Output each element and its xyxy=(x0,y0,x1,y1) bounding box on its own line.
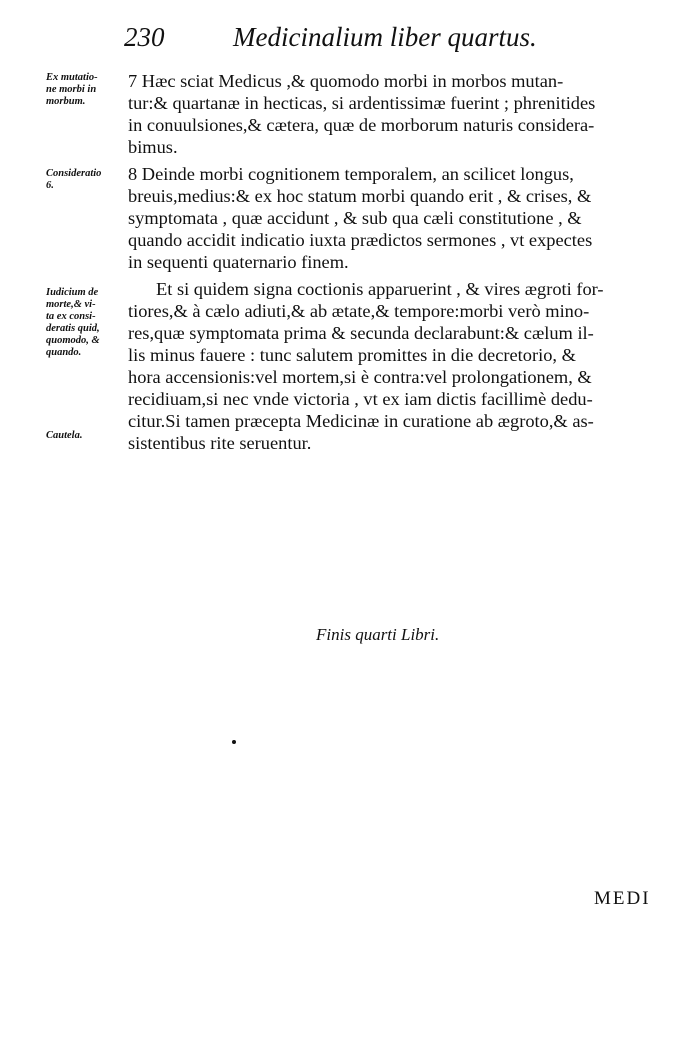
text-line: citur.Si tamen præcepta Medicinæ in curatione ab ægroto,& as- xyxy=(128,411,594,431)
text-line: 7 Hæc sciat Medicus ,& quomodo morbi in morbos mutan- xyxy=(128,71,564,91)
margin-note-cautela xyxy=(46,430,126,442)
running-head: Medicinalium liber quartus. xyxy=(233,22,537,52)
text-line: breuis,medius:& ex hoc statum morbi quando erit , & crises, & xyxy=(128,186,592,206)
margin-note-line: morbum. xyxy=(46,96,86,107)
text-line: recidiuam,si nec vnde victoria , vt ex iam dictis facillimè dedu- xyxy=(128,389,593,409)
margin-note-line: Ex mutatio- xyxy=(46,72,98,83)
catchword: MEDI xyxy=(594,888,651,909)
paragraph-iudicium xyxy=(128,278,673,300)
text-line: symptomata , quæ accidunt , & sub qua cæli constitutione , & xyxy=(128,208,582,228)
margin-note-consideratio xyxy=(46,168,126,192)
text-line: hora accensionis:vel mortem,si è contra:vel prolongationem, & xyxy=(128,367,592,387)
text-line: tiores,& à cælo adiuti,& ab ætate,& tempore:morbi verò mino- xyxy=(128,301,590,321)
margin-note-line: quomodo, & xyxy=(46,335,100,346)
margin-note-iudicium xyxy=(46,287,126,359)
margin-note-line: 6. xyxy=(46,180,54,191)
paragraph-7 xyxy=(128,70,673,158)
page-number: 230 xyxy=(124,22,165,52)
text-line: bimus. xyxy=(128,137,178,157)
text-line: sistentibus rite seruentur. xyxy=(128,433,312,453)
margin-note-line: Consideratio xyxy=(46,168,102,179)
text-line: res,quæ symptomata prima & secunda declarabunt:& cælum il- xyxy=(128,323,594,343)
text-line: quando accidit indicatio iuxta prædictos sermones , vt expectes xyxy=(128,230,593,250)
ink-dot xyxy=(232,740,236,744)
text-line: tur:& quartanæ in hecticas, si ardentissimæ fuerint ; phrenitides xyxy=(128,93,596,113)
paragraph-iudicium-continued xyxy=(128,300,673,454)
margin-note-line: Iudicium de xyxy=(46,287,99,298)
margin-note-ex-mutatione xyxy=(46,72,126,108)
text-line: Et si quidem signa coctionis apparuerint , & vires ægroti for- xyxy=(156,279,604,299)
text-line: in sequenti quaternario finem. xyxy=(128,252,349,272)
margin-note-line: quando. xyxy=(46,347,82,358)
text-line: in conuulsiones,& cætera, quæ de morborum naturis considera- xyxy=(128,115,595,135)
margin-note-line: ta ex consi- xyxy=(46,311,96,322)
page-header xyxy=(118,22,678,56)
text-line: lis minus fauere : tunc salutem promittes in die decretorio, & xyxy=(128,345,576,365)
margin-note-line: ne morbi in xyxy=(46,84,97,95)
main-text xyxy=(128,70,673,454)
finis-label: Finis quarti Libri. xyxy=(316,625,440,644)
text-line: 8 Deinde morbi cognitionem temporalem, an scilicet longus, xyxy=(128,164,574,184)
margin-note-line: Cautela. xyxy=(46,430,83,441)
paragraph-8 xyxy=(128,163,673,273)
margin-note-line: morte,& vi- xyxy=(46,299,96,310)
margin-note-line: deratis quid, xyxy=(46,323,100,334)
